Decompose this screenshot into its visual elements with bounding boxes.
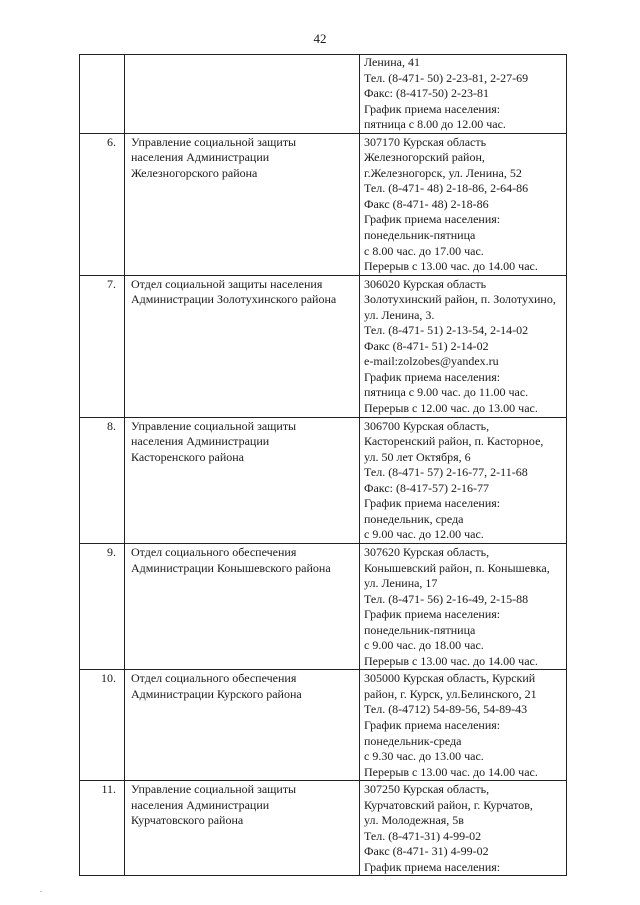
text-line: ул. Молодежная, 5в: [364, 813, 464, 828]
address-cell: [360, 543, 567, 669]
row-number: 9.: [107, 544, 116, 559]
office-name-cell: [125, 275, 360, 417]
text-line: с 9.00 час. до 12.00 час.: [364, 527, 484, 542]
office-name: [125, 781, 359, 829]
office-name-cell: [125, 55, 360, 134]
text-line: понедельник, среда: [364, 511, 464, 526]
text-line: 307250 Курская область,: [364, 782, 490, 797]
text-line: понедельник-пятница: [364, 228, 476, 243]
row-number: 6.: [107, 134, 116, 149]
office-name: [125, 418, 359, 466]
text-line: График приема населения:: [364, 607, 501, 622]
text-line: Управление социальной защиты: [131, 418, 297, 433]
row-number-cell: [80, 133, 125, 275]
table-row-continued: [80, 55, 567, 134]
address-cell: [360, 133, 567, 275]
text-line: Отдел социального обеспечения: [131, 671, 297, 686]
text-line: Тел. (8-471- 50) 2-23-81, 2-27-69: [364, 70, 529, 85]
text-line: Администрации Курского района: [131, 686, 302, 701]
office-name-cell: [125, 133, 360, 275]
text-line: 306700 Курская область,: [364, 418, 490, 433]
text-line: г.Железногорск, ул. Ленина, 52: [364, 165, 522, 180]
table-row: [80, 275, 567, 417]
text-line: Перерыв с 13.00 час. до 14.00 час.: [364, 259, 538, 274]
address-text: [360, 544, 566, 669]
text-line: Касторенского района: [131, 449, 244, 464]
text-line: район, г. Курск, ул.Белинского, 21: [364, 686, 537, 701]
text-line: Факс: (8-417-57) 2-16-77: [364, 480, 489, 495]
table-row: [80, 781, 567, 876]
row-number: 10.: [101, 671, 116, 686]
row-number-cell: [80, 417, 125, 543]
text-line: e-mail:zolzobes@yandex.ru: [364, 354, 499, 369]
row-number: 8.: [107, 418, 116, 433]
text-line: понедельник-пятница: [364, 622, 476, 637]
address-text: [360, 670, 566, 780]
text-line: ул. Ленина, 3.: [364, 307, 435, 322]
text-line: 305000 Курская область, Курский: [364, 671, 536, 686]
text-line: с 9.00 час. до 18.00 час.: [364, 638, 484, 653]
text-line: населения Администрации: [131, 150, 270, 165]
address-text: [360, 418, 566, 543]
text-line: Конышевский район, п. Конышевка,: [364, 560, 550, 575]
row-number-cell: [80, 781, 125, 876]
address-cell: [360, 670, 567, 781]
text-line: Отдел социального обеспечения: [131, 544, 297, 559]
row-number-cell: [80, 55, 125, 134]
row-number: 11.: [101, 782, 116, 797]
text-line: понедельник-среда: [364, 733, 462, 748]
table-body: [80, 55, 567, 876]
text-line: 307170 Курская область: [364, 134, 487, 149]
text-line: 307620 Курская область,: [364, 544, 490, 559]
text-line: Факс (8-471- 31) 4-99-02: [364, 844, 489, 859]
text-line: График приема населения:: [364, 717, 501, 732]
text-line: Железногорский район,: [364, 150, 485, 165]
text-line: Касторенский район, п. Касторное,: [364, 434, 544, 449]
text-line: График приема населения:: [364, 859, 501, 874]
address-cell: [360, 55, 567, 134]
table-row: [80, 543, 567, 669]
text-line: График приема населения:: [364, 212, 501, 227]
text-line: График приема населения:: [364, 101, 501, 116]
address-cell: [360, 275, 567, 417]
office-name-cell: [125, 781, 360, 876]
text-line: Управление социальной защиты: [131, 134, 297, 149]
office-name-cell: [125, 417, 360, 543]
row-number-cell: [80, 670, 125, 781]
text-line: Отдел социальной защиты населения: [131, 276, 323, 291]
table-row: [80, 133, 567, 275]
table-row: [80, 417, 567, 543]
text-line: с 9.30 час. до 13.00 час.: [364, 749, 484, 764]
table-row: [80, 670, 567, 781]
address-text: [360, 276, 566, 417]
text-line: Перерыв с 13.00 час. до 14.00 час.: [364, 653, 538, 668]
address-text: [360, 134, 566, 275]
text-line: Тел. (8-471- 48) 2-18-86, 2-64-86: [364, 181, 529, 196]
office-name-cell: [125, 670, 360, 781]
row-number-cell: [80, 543, 125, 669]
address-cell: [360, 781, 567, 876]
row-number: 7.: [107, 276, 116, 291]
text-line: Факс (8-471- 48) 2-18-86: [364, 196, 489, 211]
text-line: ул. Ленина, 17: [364, 576, 438, 591]
office-name: [125, 276, 359, 308]
text-line: Перерыв с 12.00 час. до 13.00 час.: [364, 401, 538, 416]
text-line: с 8.00 час. до 17.00 час.: [364, 243, 484, 258]
text-line: Тел. (8-471- 56) 2-16-49, 2-15-88: [364, 591, 529, 606]
row-number-cell: [80, 275, 125, 417]
text-line: Факс: (8-417-50) 2-23-81: [364, 86, 489, 101]
text-line: Управление социальной защиты: [131, 782, 297, 797]
office-name: [125, 134, 359, 182]
text-line: Факс (8-471- 51) 2-14-02: [364, 338, 489, 353]
text-line: населения Администрации: [131, 434, 270, 449]
text-line: Курчатовского района: [131, 813, 244, 828]
text-line: пятница с 9.00 час. до 11.00 час.: [364, 385, 529, 400]
office-name: [125, 544, 359, 576]
address-text: [360, 781, 566, 875]
text-line: 306020 Курская область: [364, 276, 487, 291]
text-line: Тел. (8-4712) 54-89-56, 54-89-43: [364, 702, 528, 717]
scan-mark: .: [40, 885, 42, 894]
text-line: Золотухинский район, п. Золотухино,: [364, 292, 556, 307]
text-line: Тел. (8-471-31) 4-99-02: [364, 828, 482, 843]
text-line: Тел. (8-471- 57) 2-16-77, 2-11-68: [364, 465, 528, 480]
address-text: [360, 55, 566, 133]
page-number: 42: [313, 31, 327, 46]
text-line: Ленина, 41: [364, 55, 420, 69]
office-name: [125, 670, 359, 702]
text-line: населения Администрации: [131, 797, 270, 812]
text-line: Железногорского района: [131, 165, 258, 180]
text-line: ул. 50 лет Октября, 6: [364, 449, 471, 464]
text-line: пятница с 8.00 до 12.00 час.: [364, 117, 506, 132]
text-line: Курчатовский район, г. Курчатов,: [364, 797, 533, 812]
address-cell: [360, 417, 567, 543]
text-line: График приема населения:: [364, 496, 501, 511]
office-name-cell: [125, 543, 360, 669]
text-line: Администрации Золотухинского района: [131, 292, 337, 307]
text-line: Администрации Конышевского района: [131, 560, 331, 575]
text-line: Перерыв с 13.00 час. до 14.00 час.: [364, 764, 538, 779]
text-line: График приема населения:: [364, 369, 501, 384]
text-line: Тел. (8-471- 51) 2-13-54, 2-14-02: [364, 323, 529, 338]
social-protection-offices-table: [79, 54, 567, 876]
